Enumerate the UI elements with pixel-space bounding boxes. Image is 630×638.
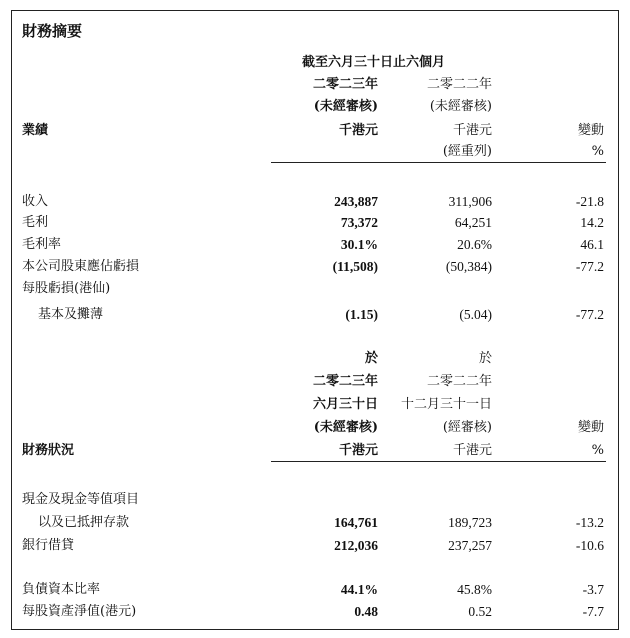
position-col2-year: 二零二二年 <box>426 374 492 389</box>
results-col1-unit: 千港元 <box>338 123 378 138</box>
results-row-value-2023: 30.1% <box>340 237 378 252</box>
position-col2-unit: 千港元 <box>452 443 492 458</box>
position-row-change: -7.7 <box>582 604 604 619</box>
position-col1-unit: 千港元 <box>338 443 378 458</box>
position-col3-label: 變動 <box>577 420 604 435</box>
position-row-value-2023: 164,761 <box>334 515 378 530</box>
position-row-change: -13.2 <box>575 515 604 530</box>
results-col2-note: (經重列) <box>442 144 492 159</box>
results-row-change: -21.8 <box>575 194 604 209</box>
position-row-label: 現金及現金等值項目 <box>22 492 140 507</box>
position-row-value-2022: 0.52 <box>468 604 492 619</box>
results-row-value-2022: 311,906 <box>448 194 492 209</box>
results-row-label: 收入 <box>22 194 49 209</box>
results-col3-unit: % <box>591 144 604 159</box>
position-col2-date: 十二月三十一日 <box>400 397 492 412</box>
position-row-label: 每股資產淨值(港元) <box>22 604 137 619</box>
results-row-change: -77.2 <box>575 259 604 274</box>
results-row-label: 毛利率 <box>22 237 62 252</box>
results-period-header: 截至六月三十日止六個月 <box>302 55 446 70</box>
position-row-value-2023: 44.1% <box>340 582 378 597</box>
position-header-rule <box>271 461 606 462</box>
financial-summary-panel <box>11 10 619 630</box>
results-section-label: 業績 <box>22 123 49 138</box>
position-col2-audit: (經審核) <box>442 420 492 435</box>
results-row-value-2022: (5.04) <box>459 307 492 322</box>
results-row-value-2022: 64,251 <box>454 215 492 230</box>
position-row-change: -3.7 <box>582 582 604 597</box>
results-col2-audit: (未經審核) <box>429 99 492 114</box>
position-col1-at: 於 <box>364 351 378 366</box>
results-row-change: -77.2 <box>575 307 604 322</box>
results-row-change: 46.1 <box>580 237 604 252</box>
position-section-label: 財務狀況 <box>22 443 75 458</box>
position-row-change: -10.6 <box>575 538 604 553</box>
position-row-value-2022: 45.8% <box>457 582 492 597</box>
position-row-value-2022: 189,723 <box>448 515 492 530</box>
results-col2-unit: 千港元 <box>452 123 492 138</box>
position-row-value-2023: 0.48 <box>354 604 378 619</box>
position-row-value-2023: 212,036 <box>334 538 378 553</box>
results-header-rule <box>271 162 606 163</box>
results-row-label: 毛利 <box>22 215 49 230</box>
position-col1-audit: (未經審核) <box>313 420 378 435</box>
position-row-label: 以及已抵押存款 <box>38 515 130 530</box>
results-row-label: 基本及攤薄 <box>38 307 104 322</box>
results-row-value-2022: 20.6% <box>457 237 492 252</box>
results-row-value-2023: (11,508) <box>332 259 378 274</box>
results-row-label: 本公司股東應佔虧損 <box>22 259 140 274</box>
results-row-value-2023: 73,372 <box>340 215 378 230</box>
position-row-label: 銀行借貸 <box>22 538 75 553</box>
position-col2-at: 於 <box>478 351 492 366</box>
panel-title: 財務摘要 <box>22 22 83 40</box>
position-col3-unit: % <box>591 443 604 458</box>
results-row-change: 14.2 <box>580 215 604 230</box>
results-row-value-2023: 243,887 <box>334 194 378 209</box>
results-col1-year: 二零二三年 <box>312 77 378 92</box>
results-row-value-2022: (50,384) <box>445 259 492 274</box>
position-col1-date: 六月三十日 <box>312 397 378 412</box>
results-row-label: 每股虧損(港仙) <box>22 281 111 296</box>
results-col1-audit: (未經審核) <box>313 99 378 114</box>
position-row-label: 負債資本比率 <box>22 582 101 597</box>
results-col2-year: 二零二二年 <box>426 77 492 92</box>
position-row-value-2022: 237,257 <box>448 538 492 553</box>
results-row-value-2023: (1.15) <box>345 307 378 322</box>
results-col3-label: 變動 <box>577 123 604 138</box>
position-col1-year: 二零二三年 <box>312 374 378 389</box>
